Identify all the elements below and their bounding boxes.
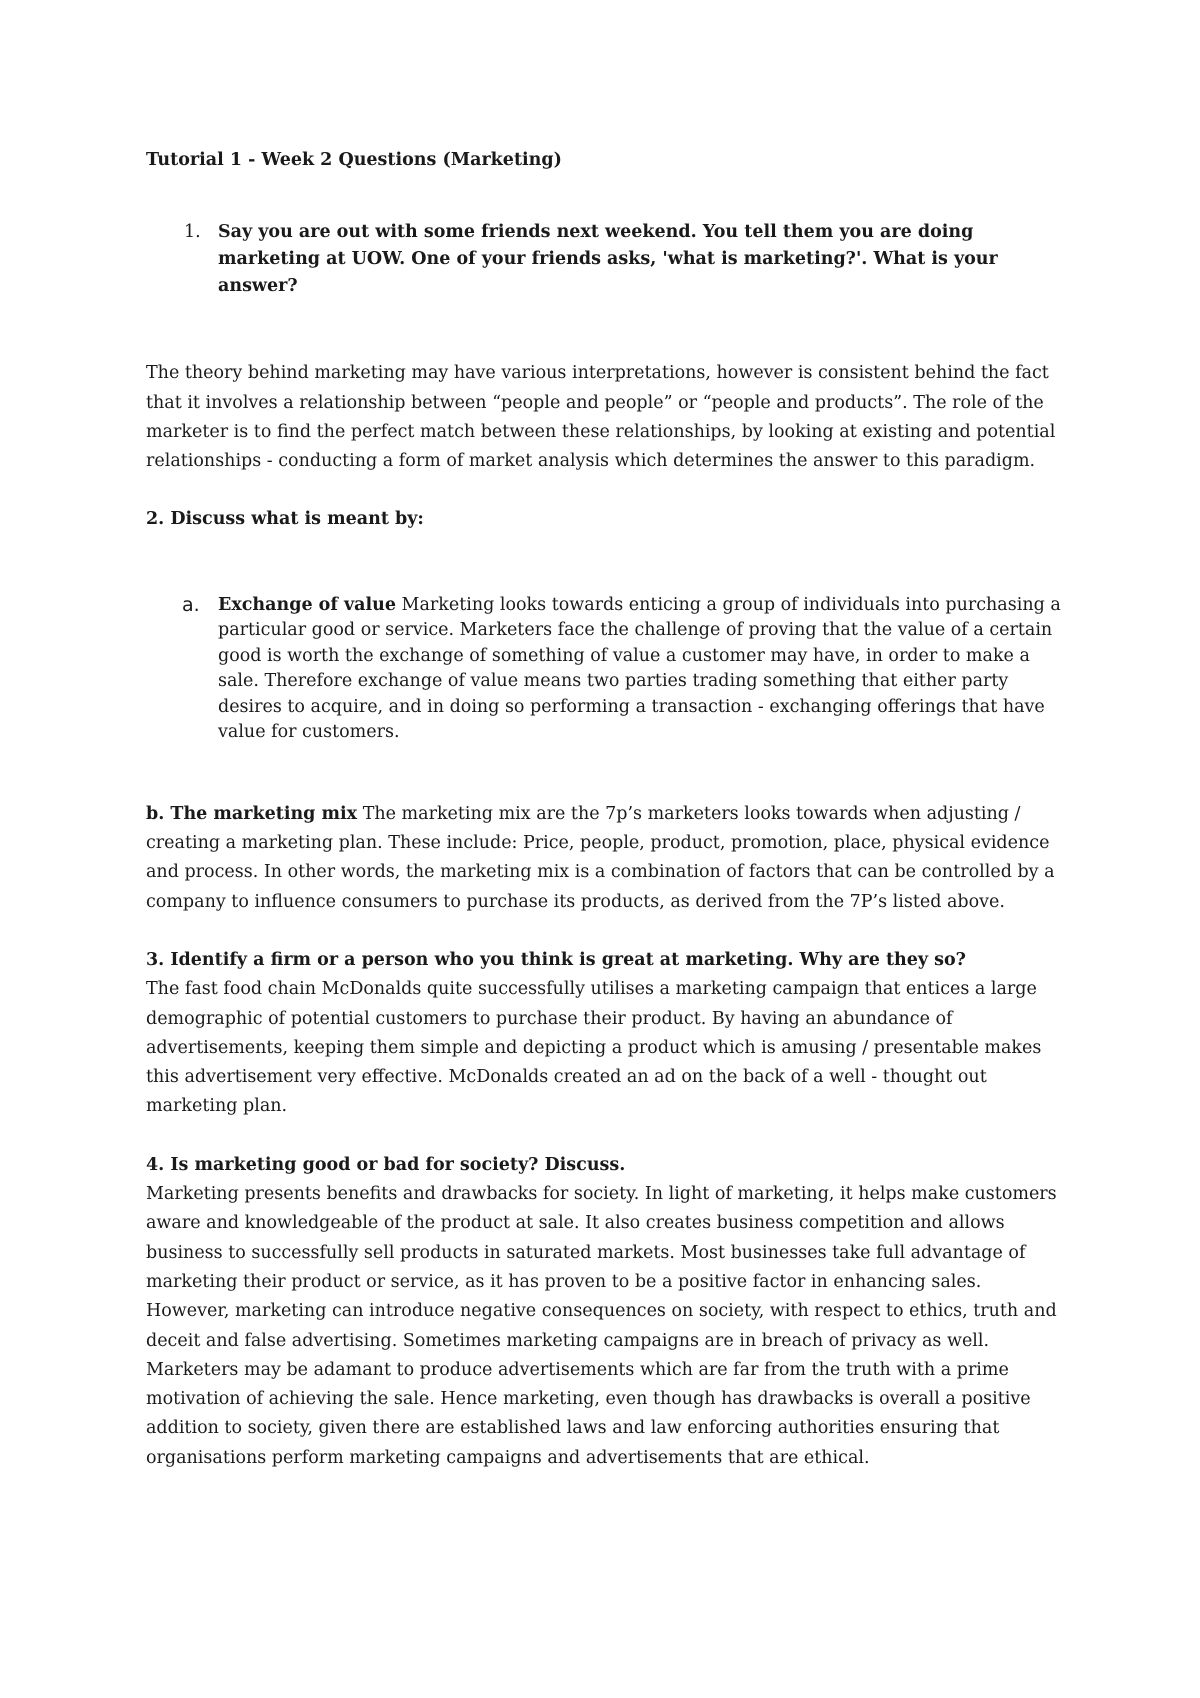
answer-4: Marketing presents benefits and drawbacks for society. In light of marketing, it helps make customers aware and knowledgeable of the product at sale. It also creates business competition and allows business to successfully sell products in saturated markets. Most businesses take full advantage of marketing their product or service, as it has proven to be a positive factor in enhancing sales. However, marketing can introduce negative consequences on society, with respect to ethics, truth and deceit and false advertising. Sometimes marketing campaigns are in breach of privacy as well. Marketers may be adamant to produce advertisements which are far from the truth with a prime motivation of achieving the sale. Hence marketing, even though has drawbacks is overall a positive addition to society, given there are established laws and law enforcing authorities ensuring that organisations perform marketing campaigns and advertisements that are ethical.	[146, 1184, 1057, 1468]
document-title: Tutorial 1 - Week 2 Questions (Marketing)	[146, 150, 562, 170]
question-2a-term: Exchange of value	[218, 594, 396, 615]
question-2a-text: Marketing looks towards enticing a group of individuals into purchasing a particular good or service. Marketers face the challenge of proving that the value of a certain good is worth the exchange of something of value a customer may have, in order to make a sale. Therefore exchange of value means two parties trading something that either party desires to acquire, and in doing so performing a transaction - exchanging offerings that have value for customers.	[218, 594, 1061, 743]
question-2b	[146, 800, 1066, 917]
answer-1: The theory behind marketing may have various interpretations, however is consistent behind the fact that it involves a relationship between “people and people” or “people and products”. The role of the marketer is to find the perfect match between these relationships, by looking at existing and potential relationships - conducting a form of market analysis which determines the answer to this paradigm.	[146, 363, 1056, 472]
question-1-text: Say you are out with some friends next weekend. You tell them you are doing marketing at UOW. One of your friends asks, 'what is marketing?'. What is your answer?	[218, 222, 998, 297]
question-4	[146, 1151, 1066, 1473]
document-body	[146, 146, 1066, 1473]
question-2b-term: b. The marketing mix	[146, 803, 358, 824]
question-4-heading: 4. Is marketing good or bad for society? Discuss.	[146, 1154, 626, 1175]
question-2a-letter: a.	[182, 593, 200, 616]
question-2-heading: 2. Discuss what is meant by:	[146, 509, 424, 530]
question-1	[146, 219, 1066, 300]
question-2a	[146, 593, 1066, 746]
question-1-number: 1.	[184, 222, 201, 243]
question-2b-text: The marketing mix are the 7p’s marketers looks towards when adjusting / creating a marketing plan. These include: Price, people, product, promotion, place, physical evidence and process. In other words, the marketing mix is a combination of factors that can be controlled by a company to influence consumers to purchase its products, as derived from the 7P’s listed above.	[146, 803, 1055, 912]
question-3	[146, 946, 1066, 1122]
answer-3: The fast food chain McDonalds quite successfully utilises a marketing campaign that entices a large demographic of potential customers to purchase their product. By having an abundance of advertisements, keeping them simple and depicting a product which is amusing / presentable makes this advertisement very effective. McDonalds created an ad on the back of a well - thought out marketing plan.	[146, 979, 1042, 1117]
question-3-heading: 3. Identify a firm or a person who you think is great at marketing. Why are they so?	[146, 949, 966, 970]
